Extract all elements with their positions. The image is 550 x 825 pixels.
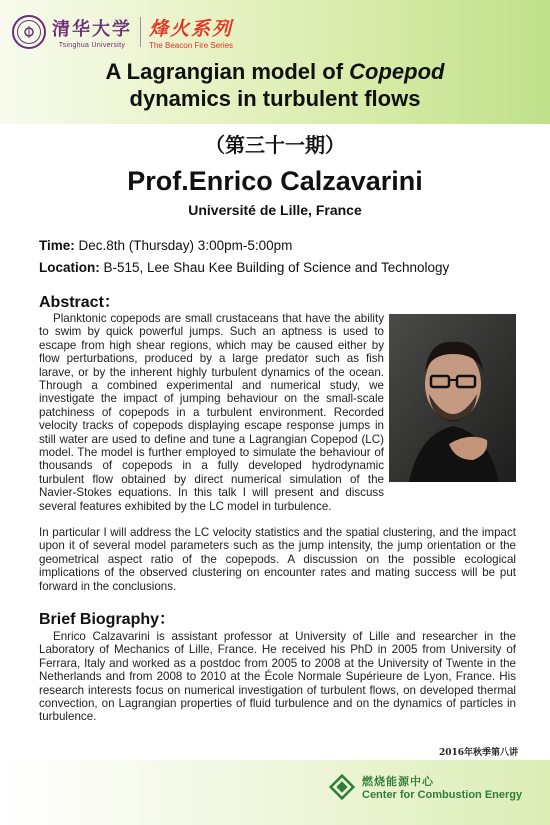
location-value: B-515, Lee Shau Kee Building of Science and Technology [99, 260, 450, 275]
time-value: Dec.8th (Thursday) 3:00pm-5:00pm [74, 238, 293, 253]
biography-text: Enrico Calzavarini is assistant professor at University of Lille and researcher in the Laboratory of Mechanics of Lille, France. He received his PhD in 2005 from University of Ferrara, Italy and worked as a postdoc from 2005 to 2008 at the University of Twente in the Netherlands and from 2008 to 2010 at the École Normale Supérieure de Lyon, France. His research interests focus on numerical investigation of turbulent flows, on developed thermal convection, on Lagrangian properties of fluid turbulence and on the dynamics of particles in turbulence. [39, 630, 516, 724]
time-line [39, 238, 292, 253]
title-part1: A Lagrangian model of [105, 59, 350, 84]
abstract-heading: Abstract： [39, 294, 120, 311]
abstract-text-wrapped: Planktonic copepods are small crustaceans that have the ability to swim by quick powerful jumps. Such an aptness is used to escape from high shear regions, which may be caused either by flow perturbations, produced by a large predator such as fish larave, or by the inherent highly turbulent dynamics of the ocean. Through a combined experimental and numerical study, we investigate the impact of jumping behaviour on the small-scale patchiness of copepods in a turbulent environment. Recorded velocity tracks of copepods displaying escape response jumps in still water are used to define and tune a Lagrangian Copepod (LC) model. The model is further employed to simulate the behaviour of thousands of copepods in a fully developed hydrodynamic turbulent flow obtained by direct numerical simulation of the Navier-Stokes equations. In this talk I will present and discuss several features exhibited by the LC model in turbulence. [39, 312, 384, 513]
logo-divider [140, 17, 141, 47]
beacon-fire-logo [149, 14, 233, 50]
speaker-photo [389, 314, 516, 482]
speaker-name: Prof.Enrico Calzavarini [127, 166, 423, 196]
lecture-footnote: 2016年秋季第八讲 [438, 748, 518, 758]
lecture-title [0, 58, 550, 112]
series-name-en: The Beacon Fire Series [149, 41, 234, 50]
location-line [39, 260, 449, 275]
title-line2: dynamics in turbulent flows [129, 86, 421, 111]
university-name-en: Tsinghua University [58, 42, 126, 49]
combustion-energy-logo [328, 773, 522, 801]
speaker-affiliation: Université de Lille, France [188, 202, 362, 218]
tsinghua-seal-icon [12, 15, 46, 49]
org-name-en: Center for Combustion Energy [362, 789, 523, 801]
university-name-cn: 清华大学 [52, 19, 132, 40]
time-label: Time: [39, 238, 75, 253]
logo-row [12, 10, 233, 54]
org-name-cn: 燃烧能源中心 [362, 776, 434, 788]
location-label: Location: [39, 260, 100, 275]
title-italic: Copepod [349, 59, 445, 84]
combustion-energy-logo-icon [328, 773, 356, 801]
tsinghua-logo-text [52, 15, 132, 49]
issue-number: （第三十一期） [205, 133, 345, 157]
series-name-cn: 烽火系列 [149, 18, 234, 40]
biography-heading: Brief Biography： [39, 611, 176, 628]
abstract-text-full: In particular I will address the LC velocity statistics and the spatial clustering, and the impact upon it of several model parameters such as the jump intensity, the jump orientation or the geometrical aspect ratio of the copepods. A discussion on the possible ecological implications of the observed clustering on encounter rates and mating success will be put forward in the conclusions. [39, 526, 516, 593]
